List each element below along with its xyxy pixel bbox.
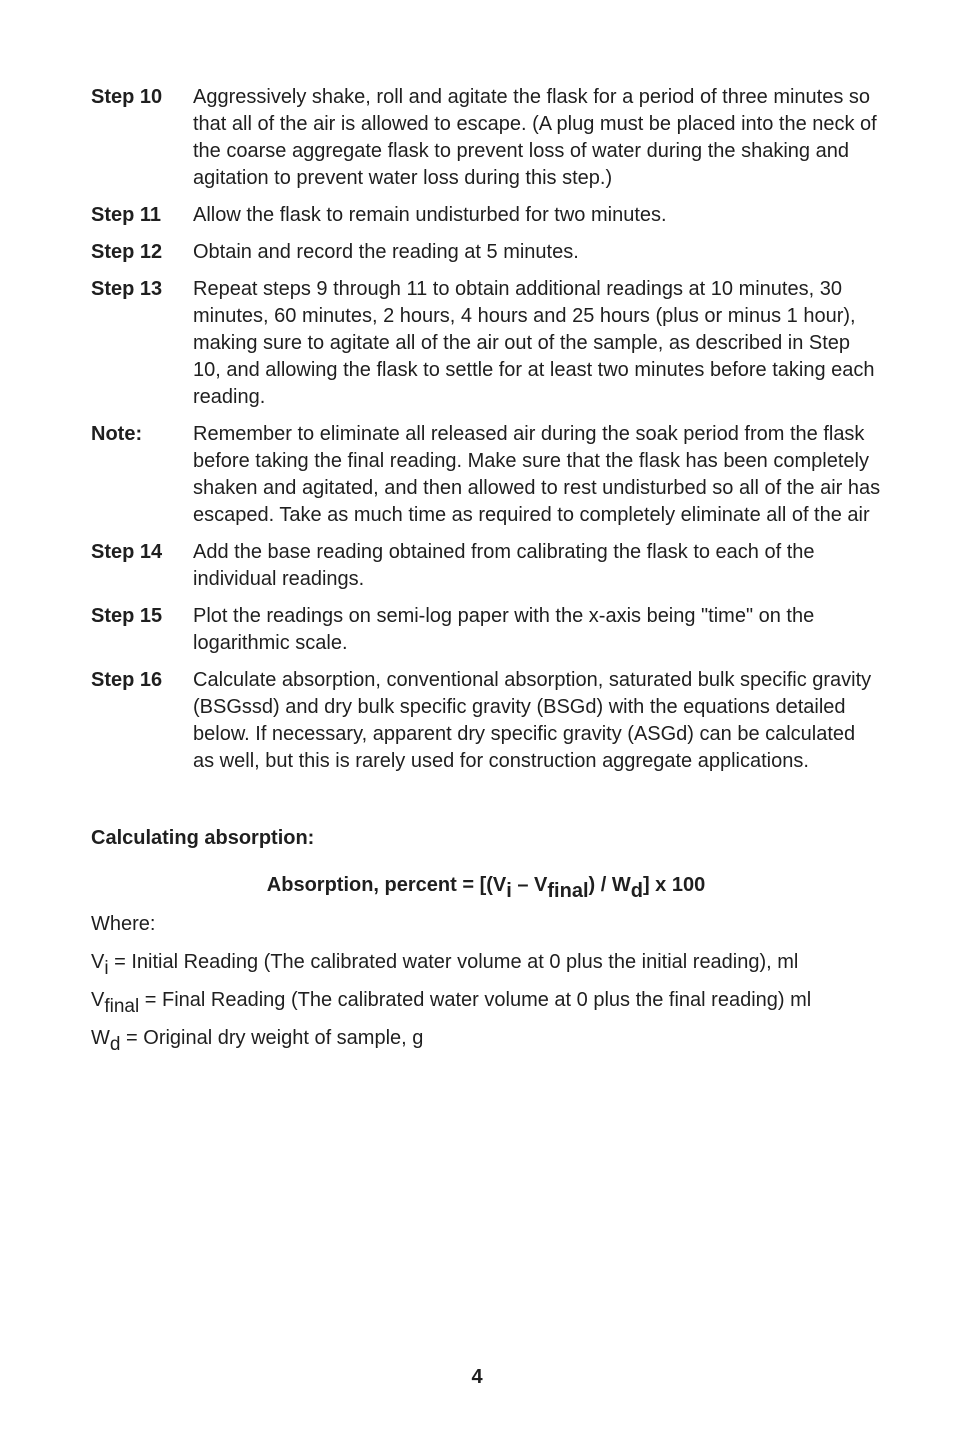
step-text: Aggressively shake, roll and agitate the flask for a period of three minutes so that all of the air is allowed to escape. (A plug must be placed into the neck of the coarse aggregate flask to prevent loss of water during the shaking and agitation to prevent water loss during this step.) [193, 86, 877, 189]
def-symbol: V [91, 951, 105, 973]
step-10 [91, 84, 881, 192]
def-text: = Final Reading (The calibrated water volume at 0 plus the final reading) ml [139, 989, 812, 1011]
step-text: Add the base reading obtained from calibrating the flask to each of the individual readings. [193, 541, 815, 590]
def-sub: final [104, 996, 140, 1017]
def-symbol: W [91, 1027, 110, 1049]
def-text: = Original dry weight of sample, g [120, 1027, 424, 1049]
step-13 [91, 276, 881, 411]
step-text: Repeat steps 9 through 11 to obtain additional readings at 10 minutes, 30 minutes, 60 minutes, 2 hours, 4 hours and 25 hours (plus or minus 1 hour), making sure to agitate all of the air out of the sample, as described in Step 10, and allowing the flask to settle for at least two minutes before taking each reading. [193, 278, 875, 408]
definition-vfinal [91, 987, 881, 1017]
formula-mid: ) / W [588, 874, 631, 896]
def-sub: d [109, 1034, 121, 1055]
absorption-formula [91, 872, 881, 902]
step-text: Allow the flask to remain undisturbed for two minutes. [193, 204, 667, 226]
formula-sub-d: d [630, 880, 643, 902]
formula-minus: – V [511, 874, 548, 896]
step-14 [91, 539, 881, 593]
step-label: Step 15 [91, 605, 163, 627]
step-text: Plot the readings on semi-log paper with the x-axis being "time" on the logarithmic scale. [193, 605, 815, 654]
def-sub: i [104, 958, 109, 979]
def-symbol: V [91, 989, 105, 1011]
page-number: 4 [471, 1366, 483, 1388]
formula-lhs: Absorption, percent = [(V [266, 874, 507, 896]
note-label: Note: [91, 423, 143, 445]
step-label: Step 14 [91, 541, 163, 563]
section-heading: Calculating absorption: [91, 827, 315, 849]
step-text: Calculate absorption, conventional absorption, saturated bulk specific gravity (BSGssd) and dry bulk specific gravity (BSGd) with the equations detailed below. If necessary, apparent dry specific gravity (ASGd) can be calculated as well, but this is rarely used for construction aggregate applications. [193, 669, 872, 772]
formula-sub-final: final [547, 880, 589, 902]
step-11 [91, 202, 881, 229]
formula-tail: ] x 100 [642, 874, 706, 896]
step-label: Step 16 [91, 669, 163, 691]
step-label: Step 10 [91, 86, 163, 108]
definition-vi [91, 949, 881, 979]
step-15 [91, 603, 881, 657]
step-16 [91, 667, 881, 775]
note-text: Remember to eliminate all released air during the soak period from the flask before taking the final reading. Make sure that the flask has been completely shaken and agitated, and then allowed to rest undisturbed so all of the air has escaped. Take as much time as required to completely eliminate all of the air [193, 423, 881, 526]
where-label: Where: [91, 913, 156, 935]
step-12 [91, 239, 881, 266]
step-text: Obtain and record the reading at 5 minutes. [193, 241, 579, 263]
formula-sub-i: i [506, 880, 512, 902]
step-label: Step 12 [91, 241, 163, 263]
step-label: Step 11 [91, 204, 162, 226]
note [91, 421, 881, 529]
definition-wd [91, 1025, 881, 1055]
step-label: Step 13 [91, 278, 163, 300]
document-page [91, 84, 881, 1055]
def-text: = Initial Reading (The calibrated water volume at 0 plus the initial reading), ml [108, 951, 799, 973]
